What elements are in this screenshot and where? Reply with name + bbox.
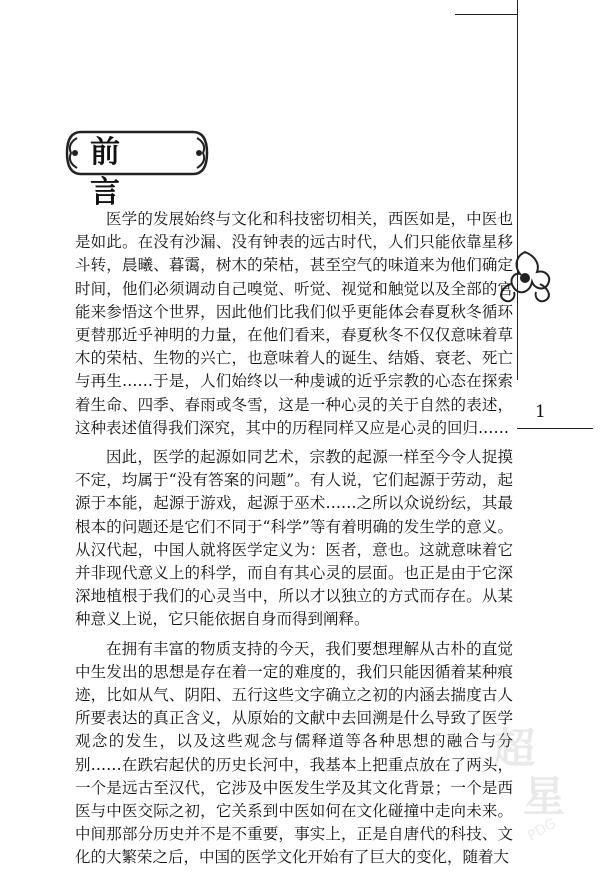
watermark-label: PDG [525,815,560,845]
page-number: 1 [535,402,546,422]
body-text [75,208,513,876]
paragraph: 医学的发展始终与文化和科技密切相关，西医如是，中医也是如此。在没有沙漏、没有钟表的远古时代，人们只能依靠星移斗转，晨曦、暮霭，树木的荣枯，甚至空气的味道来为他们确定时间，他们必须调动自己嗅觉、听觉、视觉和触觉以及全部的官能来参悟这个世界，因此他们比我们似乎更能体会春夏秋冬循环更替那近乎神明的力量，在他们看来，春夏秋冬不仅仅意味着草木的荣枯、生物的兴亡，也意味着人的诞生、结婚、衰老、死亡与再生……于是，人们始终以一种虔诚的近乎宗教的心态在探索着生命、四季、春雨或冬雪，这是一种心灵的关于自然的表述，这种表述值得我们深究，其中的历程同样又应是心灵的回归…… [75,210,513,437]
watermark [487,712,587,852]
top-rule [455,14,517,15]
margin-vertical-rule [517,0,518,380]
page-title: 前 言 [90,135,130,210]
watermark-char: 超 [493,724,536,773]
watermark-char: 星 [523,772,566,821]
paragraph: 在拥有丰富的物质支持的今天，我们要想理解从古朴的直觉中生发出的思想是存在着一定的难度的，我们只能因循着某种痕迹，比如从气、阴阳、五行这些文字确立之初的内涵去揣度古人所要表达的真正含义，从原始的文献中去回溯是什么导致了医学观念的发生，以及这些观念与儒释道等各种思想的融合与分别……在跌宕起伏的历史长河中，我基本上把重点放在了两头，一个是远古至汉代，它涉及中医发生学及其文化背景；一个是西医与中医交际之初，它关系到中医如何在文化碰撞中走向未来。中间那部分历史并不是不重要，事实上，正是自唐代的科技、文化的大繁荣之后，中国的医学文化开始有了巨大的变化，随着大 [75,639,513,867]
page-number-rule [517,428,593,429]
paragraph: 因此，医学的起源如同艺术，宗教的起源一样至今令人捉摸不定，均属于“没有答案的问题”。有人说，它们起源于劳动，起源于本能，起源于游戏，起源于巫术……之所以众说纷纭，其最根本的问题还是它们不同于“科学”等有着明确的发生学的意义。从汉代起，中国人就将医学定义为：医者，意也。这就意味着它并非现代意义上的科学，而自有其心灵的层面。也正是由于它深深地植根于我们的心灵当中，所以才以独立的方式而存在。从某种意义上说，它只能依据自身而得到阐释。 [75,448,513,629]
